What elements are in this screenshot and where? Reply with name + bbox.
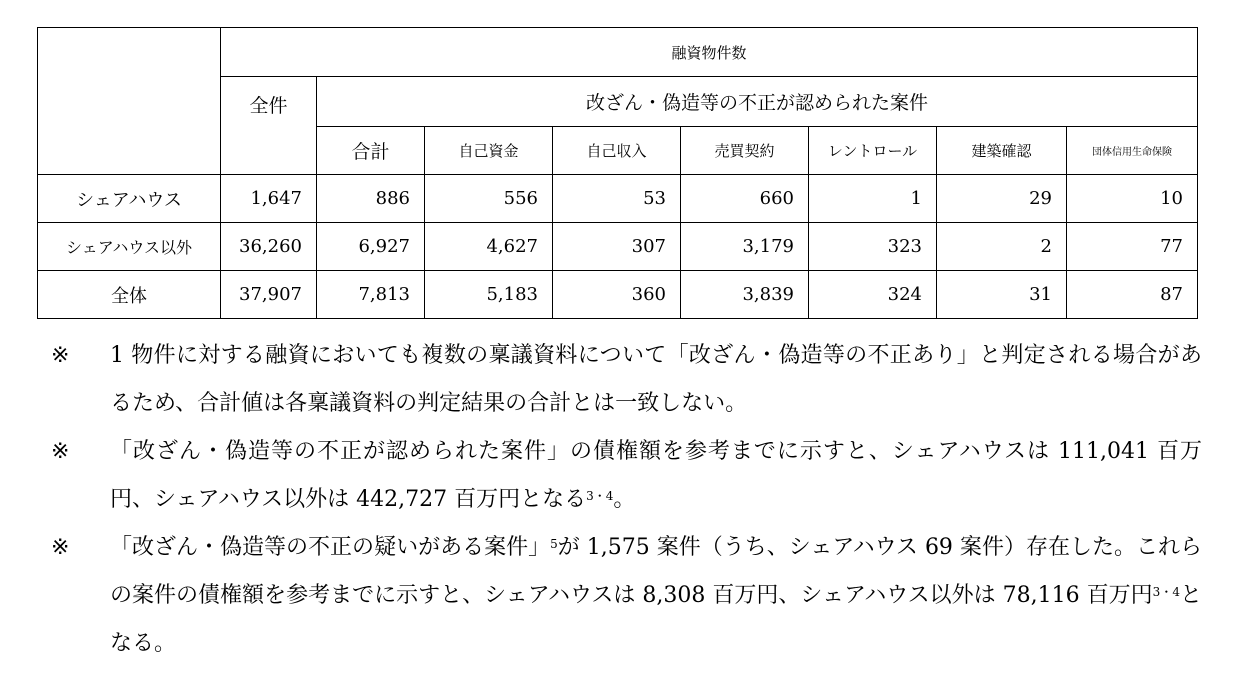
cell-value: 37,907 bbox=[221, 271, 317, 319]
footnote-text-part: が 1,575 案件（うち、シェアハウス 69 案件）存在した。これらの案件の債権額を参考までに示すと、シェアハウスは 8,308 百万円、シェアハウス以外は 78,116 百万円 bbox=[110, 535, 1202, 608]
cell-value: 4,627 bbox=[425, 223, 553, 271]
table-row bbox=[38, 175, 1198, 223]
cell-value: 556 bbox=[425, 175, 553, 223]
footnote-2 bbox=[37, 428, 1202, 524]
table-row bbox=[38, 271, 1198, 319]
cell-value: 886 bbox=[317, 175, 425, 223]
row-label: 全体 bbox=[38, 271, 221, 319]
table-row bbox=[38, 223, 1198, 271]
corner-cell bbox=[38, 28, 221, 175]
cell-value: 36,260 bbox=[221, 223, 317, 271]
cell-value: 53 bbox=[553, 175, 681, 223]
row-label: シェアハウス以外 bbox=[38, 223, 221, 271]
footnote-text-part: 。 bbox=[613, 487, 636, 512]
cell-value: 77 bbox=[1067, 223, 1198, 271]
header-all: 全件 bbox=[221, 77, 317, 175]
cell-value: 323 bbox=[809, 223, 937, 271]
footnote-1 bbox=[37, 332, 1202, 428]
footnote-text bbox=[110, 524, 1202, 668]
cell-value: 87 bbox=[1067, 271, 1198, 319]
reference-mark: ※ bbox=[51, 439, 70, 464]
cell-value: 31 bbox=[937, 271, 1067, 319]
footnote-text-part: となる。 bbox=[110, 583, 1202, 656]
footnote-ref: 5 bbox=[550, 537, 558, 551]
footnote-text-part: 「改ざん・偽造等の不正が認められた案件」の債権額を参考までに示すと、シェアハウスは 111,041 百万円、シェアハウス以外は 442,727 百万円となる bbox=[110, 439, 1202, 512]
footnote-text-part: 「改ざん・偽造等の不正の疑いがある案件」 bbox=[110, 535, 551, 560]
cell-value: 10 bbox=[1067, 175, 1198, 223]
header-loan-count: 融資物件数 bbox=[221, 28, 1198, 77]
header-sales-contract: 売買契約 bbox=[681, 127, 809, 175]
cell-value: 3,179 bbox=[681, 223, 809, 271]
header-own-income: 自己収入 bbox=[553, 127, 681, 175]
financing-table bbox=[37, 27, 1198, 319]
footnote-ref: 3・4 bbox=[586, 489, 614, 503]
cell-value: 2 bbox=[937, 223, 1067, 271]
cell-value: 1,647 bbox=[221, 175, 317, 223]
cell-value: 6,927 bbox=[317, 223, 425, 271]
cell-value: 660 bbox=[681, 175, 809, 223]
cell-value: 360 bbox=[553, 271, 681, 319]
footnote-3 bbox=[37, 524, 1202, 668]
cell-value: 29 bbox=[937, 175, 1067, 223]
footnote-ref: 3・4 bbox=[1152, 585, 1180, 599]
cell-value: 7,813 bbox=[317, 271, 425, 319]
header-building-confirmation: 建築確認 bbox=[937, 127, 1067, 175]
cell-value: 5,183 bbox=[425, 271, 553, 319]
reference-mark: ※ bbox=[51, 535, 70, 560]
cell-value: 3,839 bbox=[681, 271, 809, 319]
footnote-text bbox=[110, 428, 1202, 524]
header-own-funds: 自己資金 bbox=[425, 127, 553, 175]
footnote-text: 1 物件に対する融資においても複数の稟議資料について「改ざん・偽造等の不正あり」と判定される場合があるため、合計値は各稟議資料の判定結果の合計とは一致しない。 bbox=[110, 343, 1202, 416]
header-group-life-insurance: 団体信用生命保険 bbox=[1067, 127, 1198, 175]
cell-value: 324 bbox=[809, 271, 937, 319]
cell-value: 1 bbox=[809, 175, 937, 223]
cell-value: 307 bbox=[553, 223, 681, 271]
header-fraud-cases: 改ざん・偽造等の不正が認められた案件 bbox=[317, 77, 1198, 127]
header-total: 合計 bbox=[317, 127, 425, 175]
header-rent-roll: レントロール bbox=[809, 127, 937, 175]
footnotes bbox=[37, 332, 1202, 668]
reference-mark: ※ bbox=[51, 343, 70, 368]
row-label: シェアハウス bbox=[38, 175, 221, 223]
